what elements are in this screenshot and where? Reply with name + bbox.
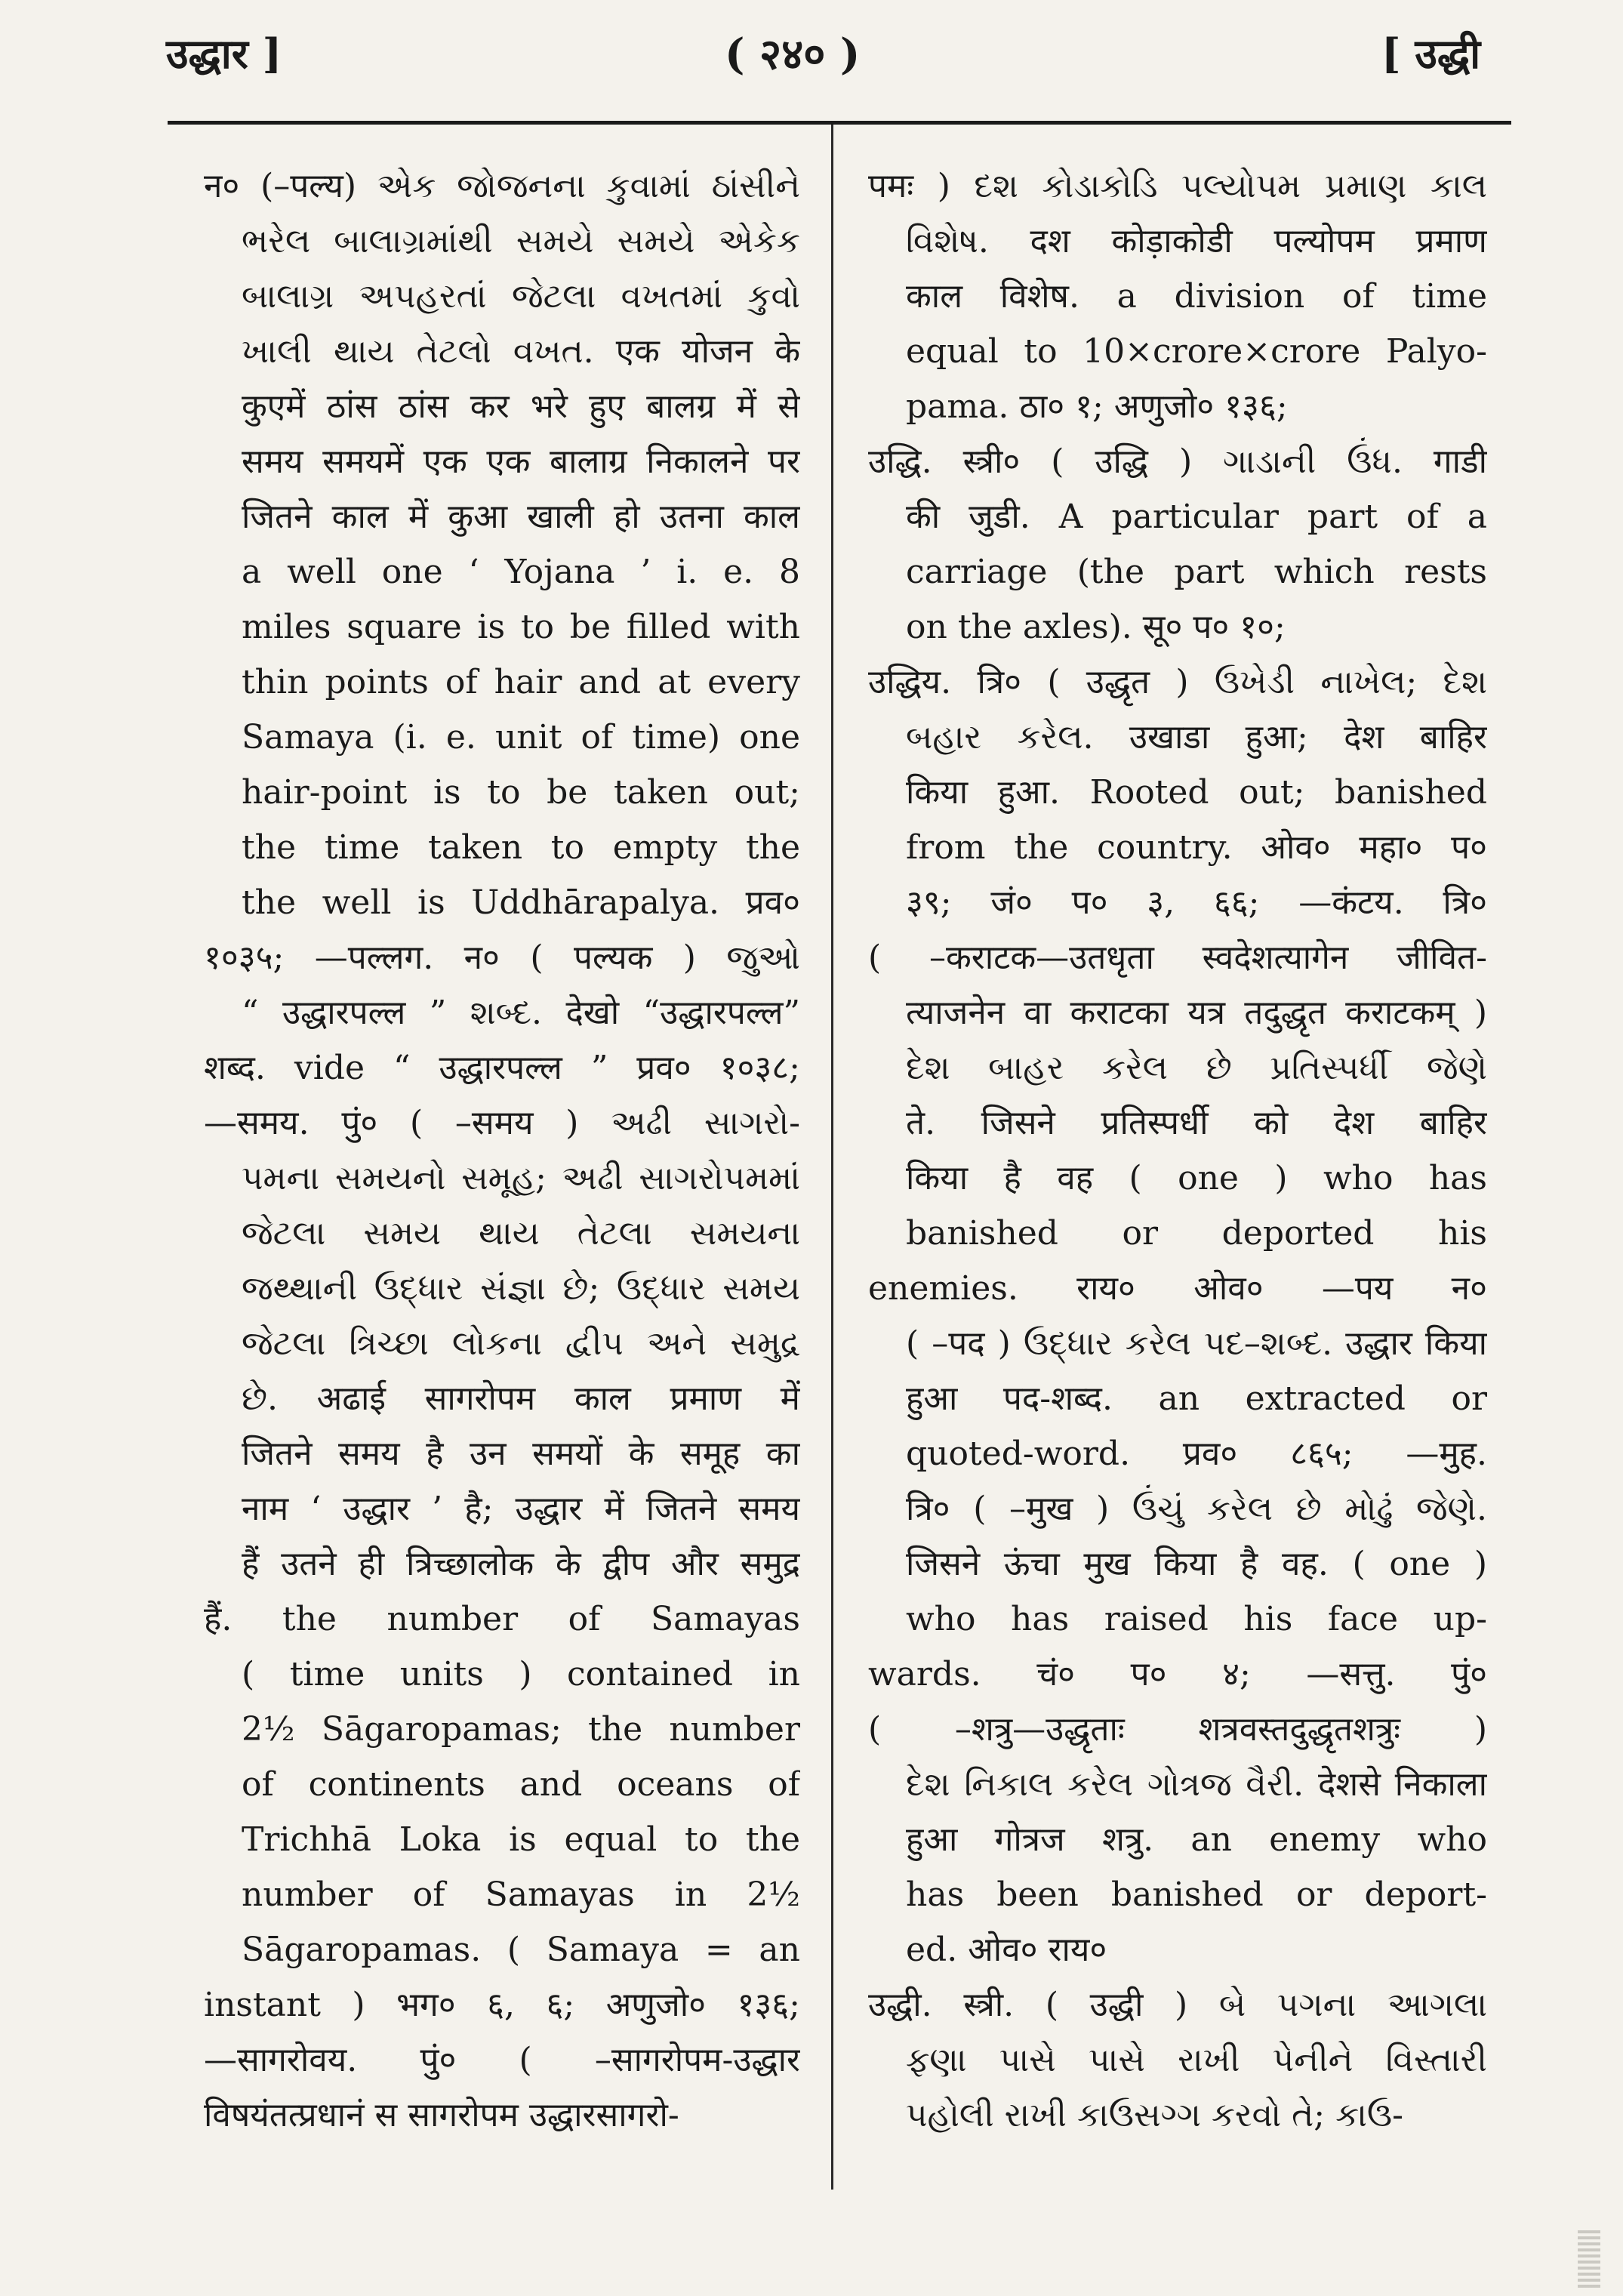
left-column-line: हैं. the number of Samayas (204, 1600, 800, 1638)
right-column-line: किया है वह ( one ) who has (906, 1159, 1487, 1197)
column-divider (831, 125, 833, 2190)
left-column-line: १०३५; —पल्लग. न० ( पल्यक ) જુઓ (204, 938, 800, 977)
left-column-line: a well one ‘ Yojana ’ i. e. 8 (242, 553, 800, 591)
left-guide-word: उद्धार ] (166, 29, 282, 78)
left-column-line: the well is Uddhārapalya. प्रव० (242, 883, 800, 922)
left-column-line: છે. अढाई सागरोपम काल प्रमाण में (242, 1379, 800, 1418)
right-column-line: ( –शत्रु—उद्धृताः शत्रवस्तदुद्धृतशत्रुः ) (868, 1710, 1487, 1749)
left-column-line: शब्द. vide “ उद्धारपल्ल ” प्रव० १०३८; (204, 1049, 800, 1087)
right-column-line: उद्धिय. त्रि० ( उद्धृत ) ઉખેડી નાખેલ; દેશ (868, 663, 1487, 701)
left-column-line: जितने समय है उन समयों के समूह का (242, 1435, 800, 1473)
left-column-line: न० (–पल्य) એક જોજનના કુવામાં ઠાંસીને (204, 167, 800, 205)
right-column-line: equal to 10×crore×crore Palyo- (906, 332, 1487, 371)
left-column-line: ખાલી થાય તેટલો વખત. एक योजन के (242, 332, 800, 371)
right-column-line: की जुडी. A particular part of a (906, 498, 1487, 536)
right-column-line: વિશેષ. दश कोड़ाकोडी पल्योपम प्रमाण (906, 222, 1487, 260)
right-column-line: quoted-word. प्रव० ८६५; —मुह. (906, 1435, 1487, 1473)
right-column-line: from the country. ओव० महा० प० (906, 828, 1487, 867)
left-column-line: विषयंतत्प्रधानं स सागरोपम उद्धारसागरो- (204, 2096, 679, 2134)
header-rule (168, 121, 1511, 125)
right-column-line: उद्धी. स्त्री. ( उद्धी ) બે પગના આગલા (868, 1986, 1487, 2024)
right-column-line: हुआ गोत्रज शत्रु. an enemy who (906, 1820, 1487, 1859)
right-column-line: carriage (the part which rests (906, 553, 1487, 591)
right-column-line: wards. चं० प० ४; —सत्तु. पुं० (868, 1655, 1487, 1693)
left-column-line: પમના સમયનો સમૂહ; અઢી સાગરોપમમાં (242, 1159, 800, 1197)
left-column-line: ભરેલ બાલાગ્રમાંથી સમયે સમયે એકેક (242, 222, 800, 260)
left-column-line: ( time units ) contained in (242, 1655, 800, 1693)
right-column-line: ed. ओव० राय० (906, 1931, 1107, 1969)
left-column-line: 2½ Sāgaropamas; the number (242, 1710, 800, 1749)
page-header (0, 0, 1623, 91)
right-column-line: banished or deported his (906, 1214, 1487, 1253)
right-column-line: उद्धि. स्त्री० ( उद्धि ) ગાડાની ઉંધ. गाडी (868, 442, 1487, 481)
left-column-line: “ उद्धारपल्ल ” શબ્દ. देखो “उद्धारपल्ल” (242, 994, 800, 1032)
right-column (868, 159, 1487, 2143)
right-column-line: ( –पद ) ઉદ્ધાર કરેલ પદ–શબ્દ. उद्धार किया (906, 1324, 1487, 1363)
left-column-line: hair-point is to be taken out; (242, 773, 800, 812)
left-column-line: कुएमें ठांस ठांस कर भरे हुए बालग्र में से (242, 387, 800, 426)
right-column-line: દેશ બાહર કરેલ છે પ્રતિસ્પર્ધી જેણે (906, 1049, 1487, 1087)
right-column-line: त्रि० ( –मुख ) ઉંચું કરેલ છે મોઢું જેણે. (906, 1490, 1487, 1528)
right-column-line: પહોલી રાખી કાઉસગ્ગ કરવો તે; કાઉ- (906, 2096, 1404, 2134)
right-column-line: ते. जिसने प्रतिस्पर्धी को देश बाहिर (906, 1104, 1487, 1142)
left-column-line: समय समयमें एक एक बालाग्र निकालने पर (242, 442, 800, 481)
left-column-line: —सागरोवय. पुं० ( –सागरोपम-उद्धार (204, 2041, 800, 2079)
left-column-line: જેટલા ત્રિચ્છા લોકના દ્વીપ અને સમુદ્ર (242, 1324, 800, 1363)
left-column-line: नाम ‘ उद्धार ’ है; उद्धार में जितने समय (242, 1490, 800, 1528)
right-column-line: on the axles). सू० प० १०; (906, 608, 1286, 646)
right-column-line: ३९; जं० प० ३, ६६; —कंटय. त्रि० (906, 883, 1487, 922)
left-column-line: બાલાગ્ર અપહરતાં જેટલા વખતમાં કુવો (242, 277, 800, 316)
right-column-line: त्याजनेन वा कराटका यत्र तदुद्धृत कराटकम् ) (906, 994, 1487, 1032)
right-column-line: has been banished or deport- (906, 1875, 1487, 1914)
right-column-line: ફણા પાસે પાસે રાખી પેનીને વિસ્તારી (906, 2041, 1487, 2079)
left-column-line: જથ્થાની ઉદ્ધાર સંજ્ઞા છે; ઉદ્ધાર સમય (242, 1269, 800, 1308)
left-column-line: miles square is to be filled with (242, 608, 800, 646)
right-guide-word: [ उद्धी (1381, 29, 1481, 78)
right-column-line: ( –कराटक—उतधृता स्वदेशत्यागेन जीवित- (868, 938, 1487, 977)
left-column-line: the time taken to empty the (242, 828, 800, 867)
left-column-line: —समय. पुं० ( –समय ) અઢી સાગરો- (204, 1104, 800, 1142)
left-column-line: जितने काल में कुआ खाली हो उतना काल (242, 498, 800, 536)
scan-edge-mark (1578, 2227, 1600, 2288)
left-column-line: જેટલા સમય થાય તેટલા સમયના (242, 1214, 800, 1253)
right-column-line: બહાર કરેલ. उखाडा हुआ; देश बाहिर (906, 718, 1487, 757)
left-column-line: number of Samayas in 2½ (242, 1875, 800, 1914)
right-column-line: जिसने ऊंचा मुख किया है वह. ( one ) (906, 1545, 1487, 1583)
right-column-line: हुआ पद-शब्द. an extracted or (906, 1379, 1487, 1418)
right-column-line: काल विशेष. a division of time (906, 277, 1487, 316)
left-column-line: Sāgaropamas. ( Samaya = an (242, 1931, 800, 1969)
page-number: ( २४० ) (725, 29, 861, 79)
left-column-line: हैं उतने ही त्रिच्छालोक के द्वीप और समुद्र (242, 1545, 800, 1583)
right-column-line: દેશ નિકાલ કરેલ ગોત્રજ વૈરી. देशसे निकाला (906, 1765, 1487, 1804)
left-column (204, 159, 800, 2143)
left-column-line: thin points of hair and at every (242, 663, 800, 701)
left-column-line: Trichhā Loka is equal to the (242, 1820, 800, 1859)
left-column-line: of continents and oceans of (242, 1765, 800, 1804)
right-column-line: who has raised his face up- (906, 1600, 1487, 1638)
right-column-line: pama. ठा० १; अणुजो० १३६; (906, 387, 1288, 426)
right-column-line: enemies. राय० ओव० —पय न० (868, 1269, 1487, 1308)
right-column-line: किया हुआ. Rooted out; banished (906, 773, 1487, 812)
right-column-line: पमः ) દશ કોડાકોડિ પલ્યોપમ પ્રમાણ કાલ (868, 167, 1487, 205)
left-column-line: Samaya (i. e. unit of time) one (242, 718, 800, 757)
left-column-line: instant ) भग० ६, ६; अणुजो० १३६; (204, 1986, 800, 2024)
